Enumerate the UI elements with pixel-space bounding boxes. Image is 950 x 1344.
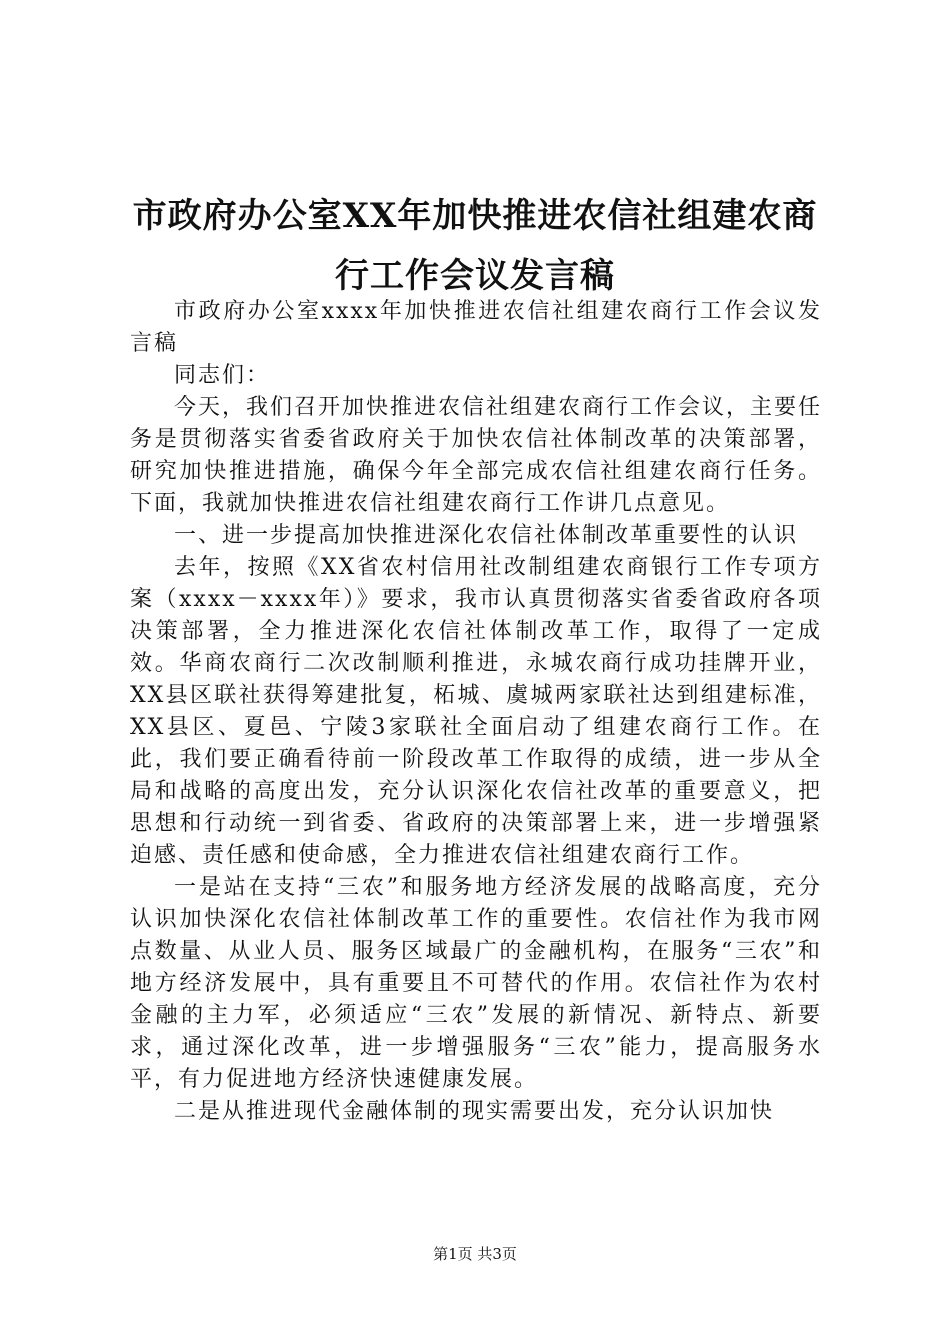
page-number-footer: 第1页 共3页 [433,1245,517,1263]
paragraph-salutation: 同志们： [174,363,271,388]
paragraph-subtitle: 市政府办公室xxxx年加快推进农信社组建农商行工作会议发言稿 [130,299,822,356]
document-title: 市政府办公室XX年加快推进农信社组建农商行工作会议发言稿 [132,196,818,296]
section-heading-1: 一、进一步提高加快推进深化农信社体制改革重要性的认识 [174,523,799,548]
paragraph-intro: 今天，我们召开加快推进农信社组建农商行工作会议，主要任务是贯彻落实省委省政府关于加快农信社体制改革的决策部署，研究加快推进措施，确保今年全部完成农信社组建农商行任务。下面，我就加快推进农信社组建农商行工作讲几点意见。 [130,395,823,516]
paragraph-point-2: 二是从推进现代金融体制的现实需要出发，充分认识加快 [174,1099,775,1124]
document-body [130,296,822,1128]
paragraph-point-1: 一是站在支持“三农”和服务地方经济发展的战略高度，充分认识加快深化农信社体制改革工作的重要性。农信社作为我市网点数量、从业人员、服务区域最广的金融机构，在服务“三农”和地方经济发展中，具有重要且不可替代的作用。农信社作为农村金融的主力军，必须适应“三农”发展的新情况、新特点、新要求，通过深化改革，进一步增强服务“三农”能力，提高服务水平，有力促进地方经济快速健康发展。 [130,875,822,1092]
paragraph-review: 去年，按照《XX省农村信用社改制组建农商银行工作专项方案（xxxx－xxxx年）》要求，我市认真贯彻落实省委省政府各项决策部署，全力推进深化农信社体制改革工作，取得了一定成效。华商农商行二次改制顺利推进，永城农商行成功挂牌开业，XX县区联社获得筹建批复，柘城、虞城两家联社达到组建标准，XX县区、夏邑、宁陵3家联社全面启动了组建农商行工作。在此，我们要正确看待前一阶段改革工作取得的成绩，进一步从全局和战略的高度出发，充分认识深化农信社改革的重要意义，把思想和行动统一到省委、省政府的决策部署上来，进一步增强紧迫感、责任感和使命感，全力推进农信社组建农商行工作。 [130,555,822,868]
